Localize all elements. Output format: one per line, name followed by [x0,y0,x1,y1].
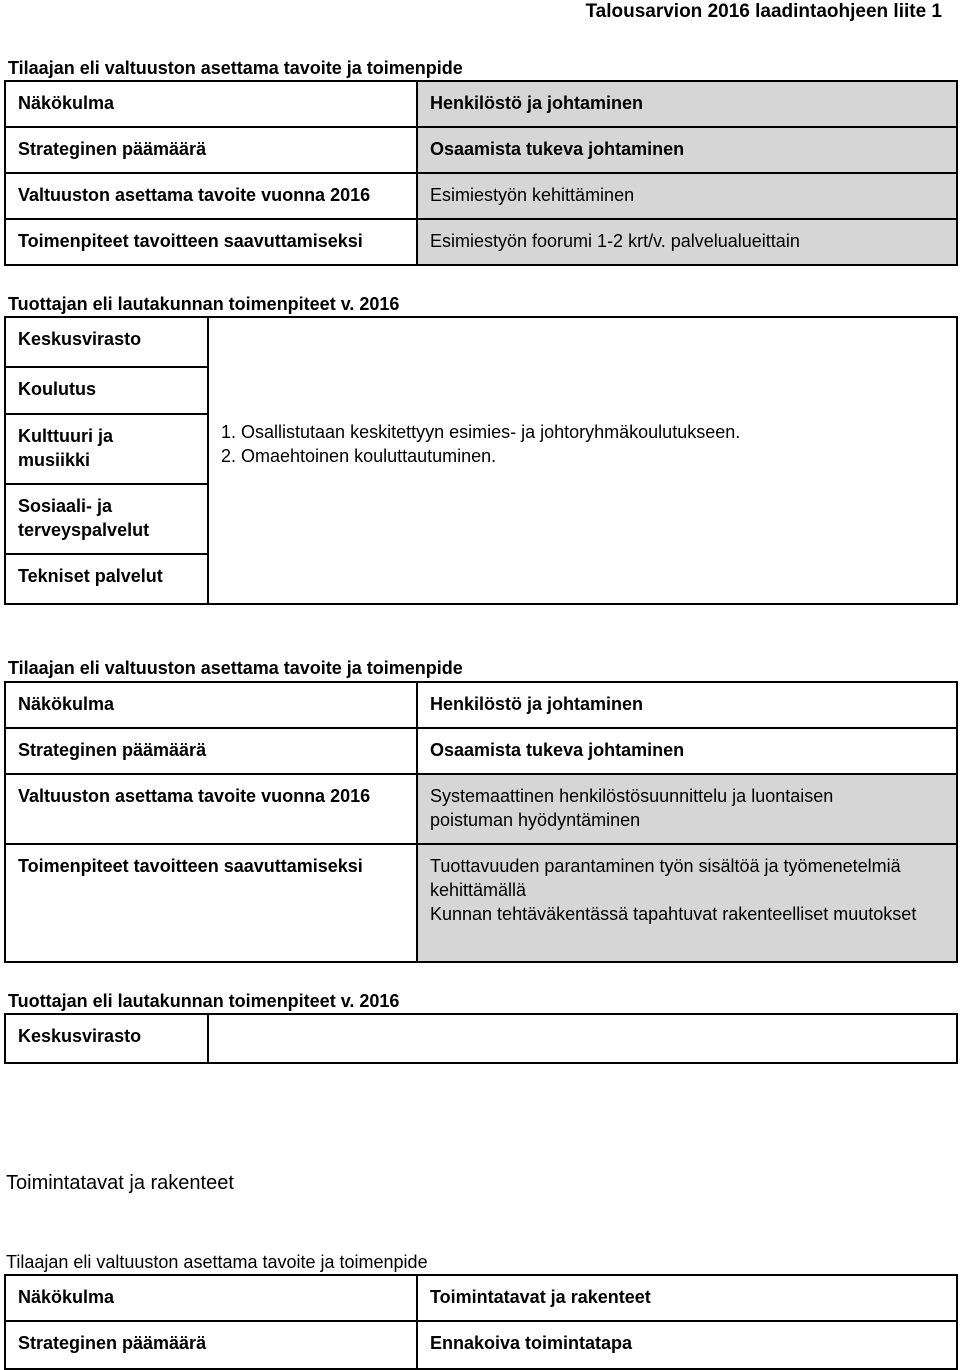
section3-label-nakokulma: Näkökulma [5,1275,417,1321]
producer1-unit-koulutus: Koulutus [5,367,208,414]
block2-toimenpide-2: Kunnan tehtäväkentässä tapahtuvat rakenteelliset muutokset [430,904,917,924]
block2-value-nakokulma: Henkilöstö ja johtaminen [417,682,957,728]
block2-title: Tilaajan eli valtuuston asettama tavoite ja toimenpide [8,658,463,678]
block2-value-strateginen: Osaamista tukeva johtaminen [417,728,957,774]
block2-label-toimenpiteet: Toimenpiteet tavoitteen saavuttamiseksi [5,844,417,962]
block2-value-tavoite: Systemaattinen henkilöstösuunnittelu ja luontaisen poistuman hyödyntäminen [417,774,957,844]
block2-label-nakokulma: Näkökulma [5,682,417,728]
block1-value-tavoite: Esimiestyön kehittäminen [417,173,957,219]
block1-table [4,80,958,266]
producer2-actions [208,1014,957,1063]
block2-table [4,681,958,963]
block1-value-strateginen: Osaamista tukeva johtaminen [417,127,957,173]
section3-table [4,1274,958,1370]
block1-label-tavoite: Valtuuston asettama tavoite vuonna 2016 [5,173,417,219]
page-header: Talousarvion 2016 laadintaohjeen liite 1 [585,1,942,22]
section3-title: Tilaajan eli valtuuston asettama tavoite ja toimenpide [6,1252,428,1272]
producer2-table [4,1013,958,1064]
producer1-title: Tuottajan eli lautakunnan toimenpiteet v. 2016 [8,294,400,314]
producer1-actions [208,317,957,604]
block1-title: Tilaajan eli valtuuston asettama tavoite ja toimenpide [8,58,463,78]
producer2-title: Tuottajan eli lautakunnan toimenpiteet v. 2016 [8,991,400,1011]
block2-label-tavoite: Valtuuston asettama tavoite vuonna 2016 [5,774,417,844]
producer2-unit-keskusvirasto: Keskusvirasto [5,1014,208,1063]
block1-label-strateginen: Strateginen päämäärä [5,127,417,173]
section3-value-nakokulma: Toimintatavat ja rakenteet [417,1275,957,1321]
producer1-action-2: 2. Omaehtoinen kouluttautuminen. [221,446,497,466]
section3-label-strateginen: Strateginen päämäärä [5,1321,417,1369]
block1-label-nakokulma: Näkökulma [5,81,417,127]
block2-label-strateginen: Strateginen päämäärä [5,728,417,774]
block1-value-toimenpiteet: Esimiestyön foorumi 1-2 krt/v. palvelualueittain [417,219,957,265]
producer1-table [4,316,958,605]
producer1-unit-keskusvirasto: Keskusvirasto [5,317,208,367]
producer1-action-1: 1. Osallistutaan keskitettyyn esimies- ja johtoryhmäkoulutukseen. [221,422,741,442]
producer1-unit-kulttuuri: Kulttuuri ja musiikki [5,414,208,484]
producer1-unit-sosiaali: Sosiaali- ja terveyspalvelut [5,484,208,554]
block2-value-toimenpiteet [417,844,957,962]
block1-label-toimenpiteet: Toimenpiteet tavoitteen saavuttamiseksi [5,219,417,265]
block1-value-nakokulma: Henkilöstö ja johtaminen [417,81,957,127]
producer1-unit-tekniset: Tekniset palvelut [5,554,208,604]
section3-value-strateginen: Ennakoiva toimintatapa [417,1321,957,1369]
section3-heading: Toimintatavat ja rakenteet [6,1172,234,1194]
block2-toimenpide-1: Tuottavuuden parantaminen työn sisältöä ja työmenetelmiä kehittämällä [430,856,901,900]
